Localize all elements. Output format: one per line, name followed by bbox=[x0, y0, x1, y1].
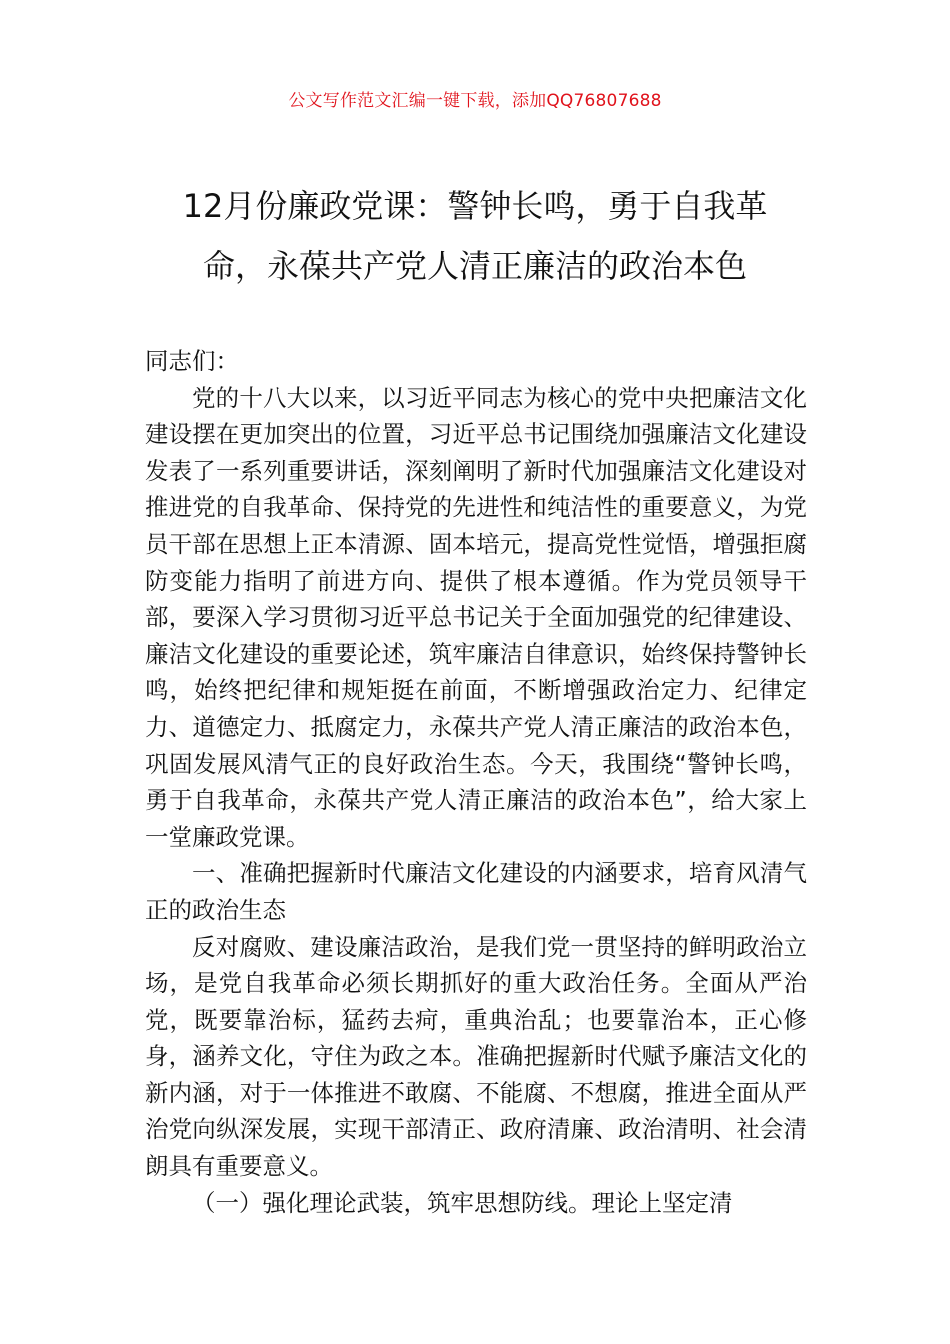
paragraph-section-1: 反对腐败、建设廉洁政治，是我们党一贯坚持的鲜明政治立场，是党自我革命必须长期抓好的重大政治任务。全面从严治党，既要靠治标，猛药去疴，重典治乱；也要靠治本，正心修身，涵养文化，守住为政之本。准确把握新时代赋予廉洁文化的新内涵，对于一体推进不敢腐、不能腐、不想腐，推进全面从严治党向纵深发展，实现干部清正、政府清廉、政治清明、社会清朗具有重要意义。 bbox=[145, 932, 807, 1181]
salutation: 同志们： bbox=[145, 347, 239, 375]
paragraph-intro: 党的十八大以来，以习近平同志为核心的党中央把廉洁文化建设摆在更加突出的位置，习近平总书记围绕加强廉洁文化建设发表了一系列重要讲话，深刻阐明了新时代加强廉洁文化建设对推进党的自我革命、保持党的先进性和纯洁性的重要意义，为党员干部在思想上正本清源、固本培元，提高党性觉悟，增强拒腐防变能力指明了前进方向、提供了根本遵循。作为党员领导干部，要深入学习贯彻习近平总书记关于全面加强党的纪律建设、廉洁文化建设的重要论述，筑牢廉洁自律意识，始终保持警钟长鸣，始终把纪律和规矩挺在前面，不断增强政治定力、纪律定力、道德定力、抵腐定力，永葆共产党人清正廉洁的政治本色，巩固发展风清气正的良好政治生态。今天，我围绕“警钟长鸣，勇于自我革命，永葆共产党人清正廉洁的政治本色”，给大家上一堂廉政党课。 bbox=[145, 383, 807, 851]
document-body bbox=[145, 343, 807, 1221]
download-promo-note: 公文写作范文汇编一键下载，添加QQ76807688 bbox=[288, 91, 662, 111]
document-title bbox=[120, 176, 830, 296]
section-heading-1: 一、准确把握新时代廉洁文化建设的内涵要求，培育风清气正的政治生态 bbox=[145, 859, 807, 924]
title-line-1: 12月份廉政党课：警钟长鸣，勇于自我革 bbox=[182, 187, 768, 225]
title-line-2: 命，永葆共产党人清正廉洁的政治本色 bbox=[202, 247, 747, 285]
subsection-heading-1: （一）强化理论武装，筑牢思想防线。理论上坚定清 bbox=[192, 1188, 733, 1217]
